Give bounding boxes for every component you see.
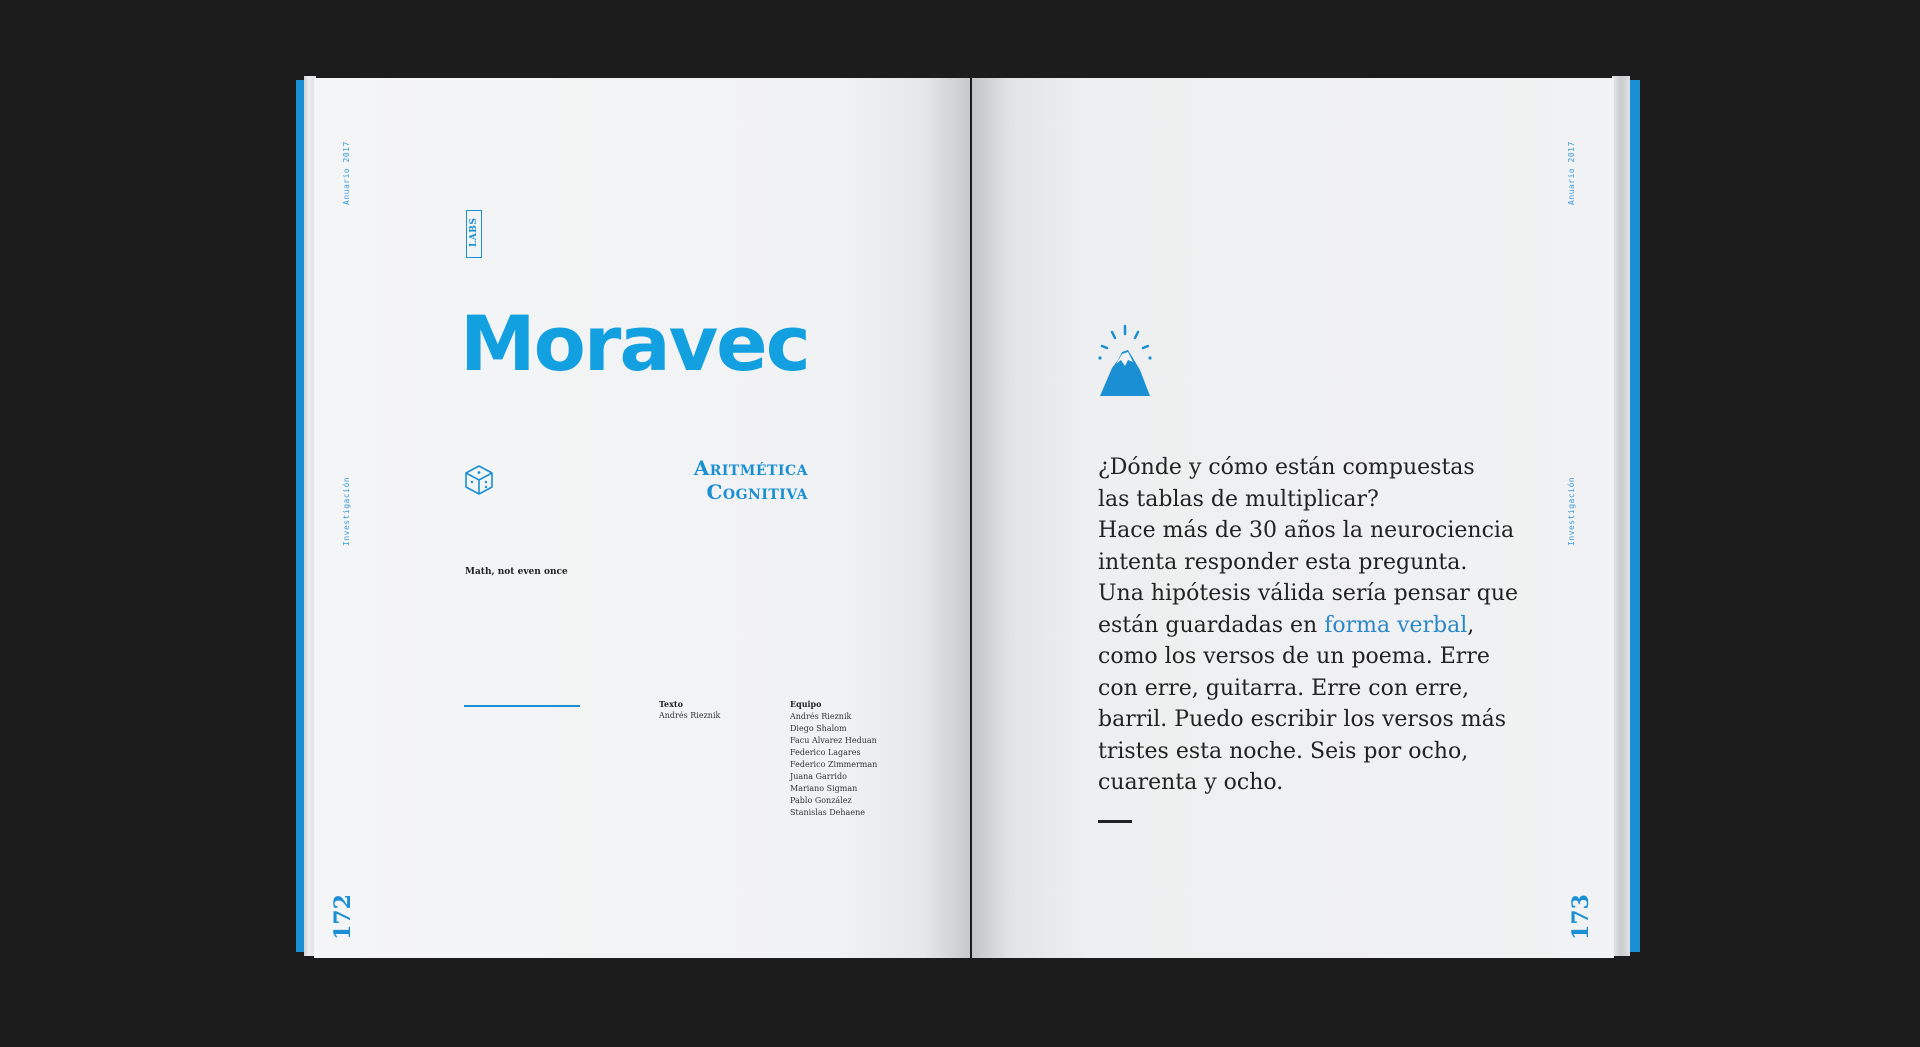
body-line: ¿Dónde y cómo están compuestas bbox=[1098, 455, 1475, 480]
subtitle-line-2: Cognitiva bbox=[706, 480, 808, 504]
body-line: Una hipótesis válida sería pensar que bbox=[1098, 581, 1519, 606]
body-line: las tablas de multiplicar? bbox=[1098, 486, 1379, 512]
section-label-left: Investigación bbox=[342, 476, 351, 546]
text-credit-author: Andrés Rieznik bbox=[659, 711, 721, 720]
team-list bbox=[790, 711, 877, 819]
section-label-right: Investigación bbox=[1567, 476, 1576, 546]
closing-rule bbox=[1098, 820, 1132, 823]
team-member: Stanislas Dehaene bbox=[790, 808, 865, 817]
body-line: cuarenta y ocho. bbox=[1098, 770, 1284, 795]
team-member: Facu Alvarez Heduan bbox=[790, 736, 877, 745]
labs-tag bbox=[466, 210, 482, 258]
team-member: Federico Lagares bbox=[790, 748, 861, 757]
body-line-highlighted bbox=[1098, 610, 1518, 642]
team-member: Mariano Sigman bbox=[790, 784, 858, 793]
body-line: tristes esta noche. Seis por ocho, bbox=[1098, 738, 1469, 764]
left-page bbox=[314, 78, 970, 958]
highlighted-phrase: forma verbal bbox=[1324, 612, 1468, 638]
running-head-left: Anuario 2017 bbox=[342, 141, 351, 205]
subtitle-line-1: Aritmética bbox=[693, 456, 808, 480]
team-member: Juana Garrido bbox=[790, 772, 847, 781]
body-line: con erre, guitarra. Erre con erre, bbox=[1098, 675, 1470, 701]
body-line: Hace más de 30 años la neurociencia bbox=[1098, 518, 1515, 543]
book-cover-edge-right bbox=[1630, 80, 1640, 952]
page-number-right: 173 bbox=[1568, 894, 1594, 940]
team-member: Pablo González bbox=[790, 796, 852, 805]
body-line: barril. Puedo escribir los versos más bbox=[1098, 707, 1507, 732]
cube-icon bbox=[464, 464, 494, 496]
running-head-right: Anuario 2017 bbox=[1567, 141, 1576, 205]
subtitle bbox=[600, 456, 808, 504]
team-member: Andrés Rieznik bbox=[790, 712, 852, 721]
labs-tag-label: LABS bbox=[469, 217, 479, 247]
tagline: Math, not even once bbox=[465, 567, 568, 577]
book-cover-edge-left bbox=[296, 80, 304, 952]
mountain-icon bbox=[1092, 324, 1158, 398]
text-credit-label: Texto bbox=[659, 699, 683, 709]
page-title: Moravec bbox=[460, 299, 809, 388]
body-text-segment: están guardadas en bbox=[1098, 612, 1325, 638]
body-text bbox=[1098, 452, 1518, 799]
team-credit-label: Equipo bbox=[790, 699, 822, 709]
body-line: como los versos de un poema. Erre bbox=[1098, 644, 1490, 669]
team-member: Federico Zimmerman bbox=[790, 760, 878, 769]
team-member: Diego Shalom bbox=[790, 724, 847, 733]
body-text-segment: , bbox=[1467, 612, 1475, 638]
body-line: intenta responder esta pregunta. bbox=[1098, 549, 1468, 575]
divider-rule bbox=[464, 705, 580, 707]
page-stack-right bbox=[1612, 76, 1630, 956]
page-number-left: 172 bbox=[330, 894, 356, 940]
